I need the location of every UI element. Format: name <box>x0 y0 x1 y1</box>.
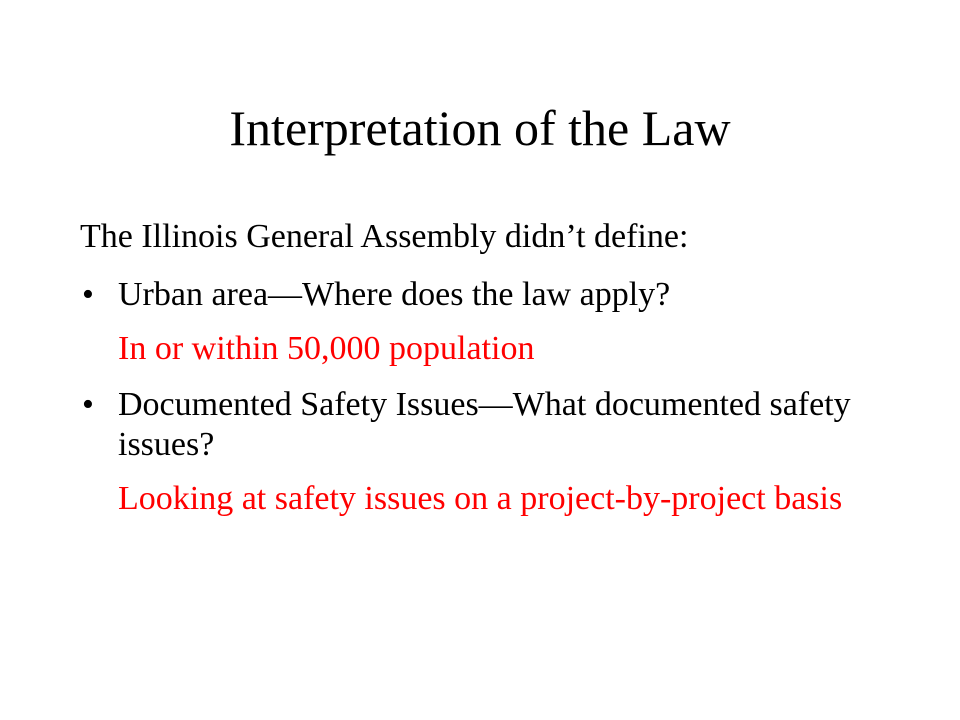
bullet-icon: • <box>82 276 94 313</box>
bullet-item-safety-issues <box>80 385 860 465</box>
slide-body <box>80 217 860 535</box>
bullet-answer: Looking at safety issues on a project-by-project basis <box>118 480 843 517</box>
bullet-question: Urban area—Where does the law apply? <box>118 276 671 313</box>
bullet-answer: In or within 50,000 population <box>118 330 535 367</box>
bullet-question: Documented Safety Issues—What documented safety issues? <box>118 386 851 463</box>
intro-text: The Illinois General Assembly didn’t define: <box>80 218 689 255</box>
bullet-icon: • <box>82 386 94 423</box>
bullet-item-urban-area <box>80 275 860 315</box>
slide-title: Interpretation of the Law <box>229 100 731 156</box>
